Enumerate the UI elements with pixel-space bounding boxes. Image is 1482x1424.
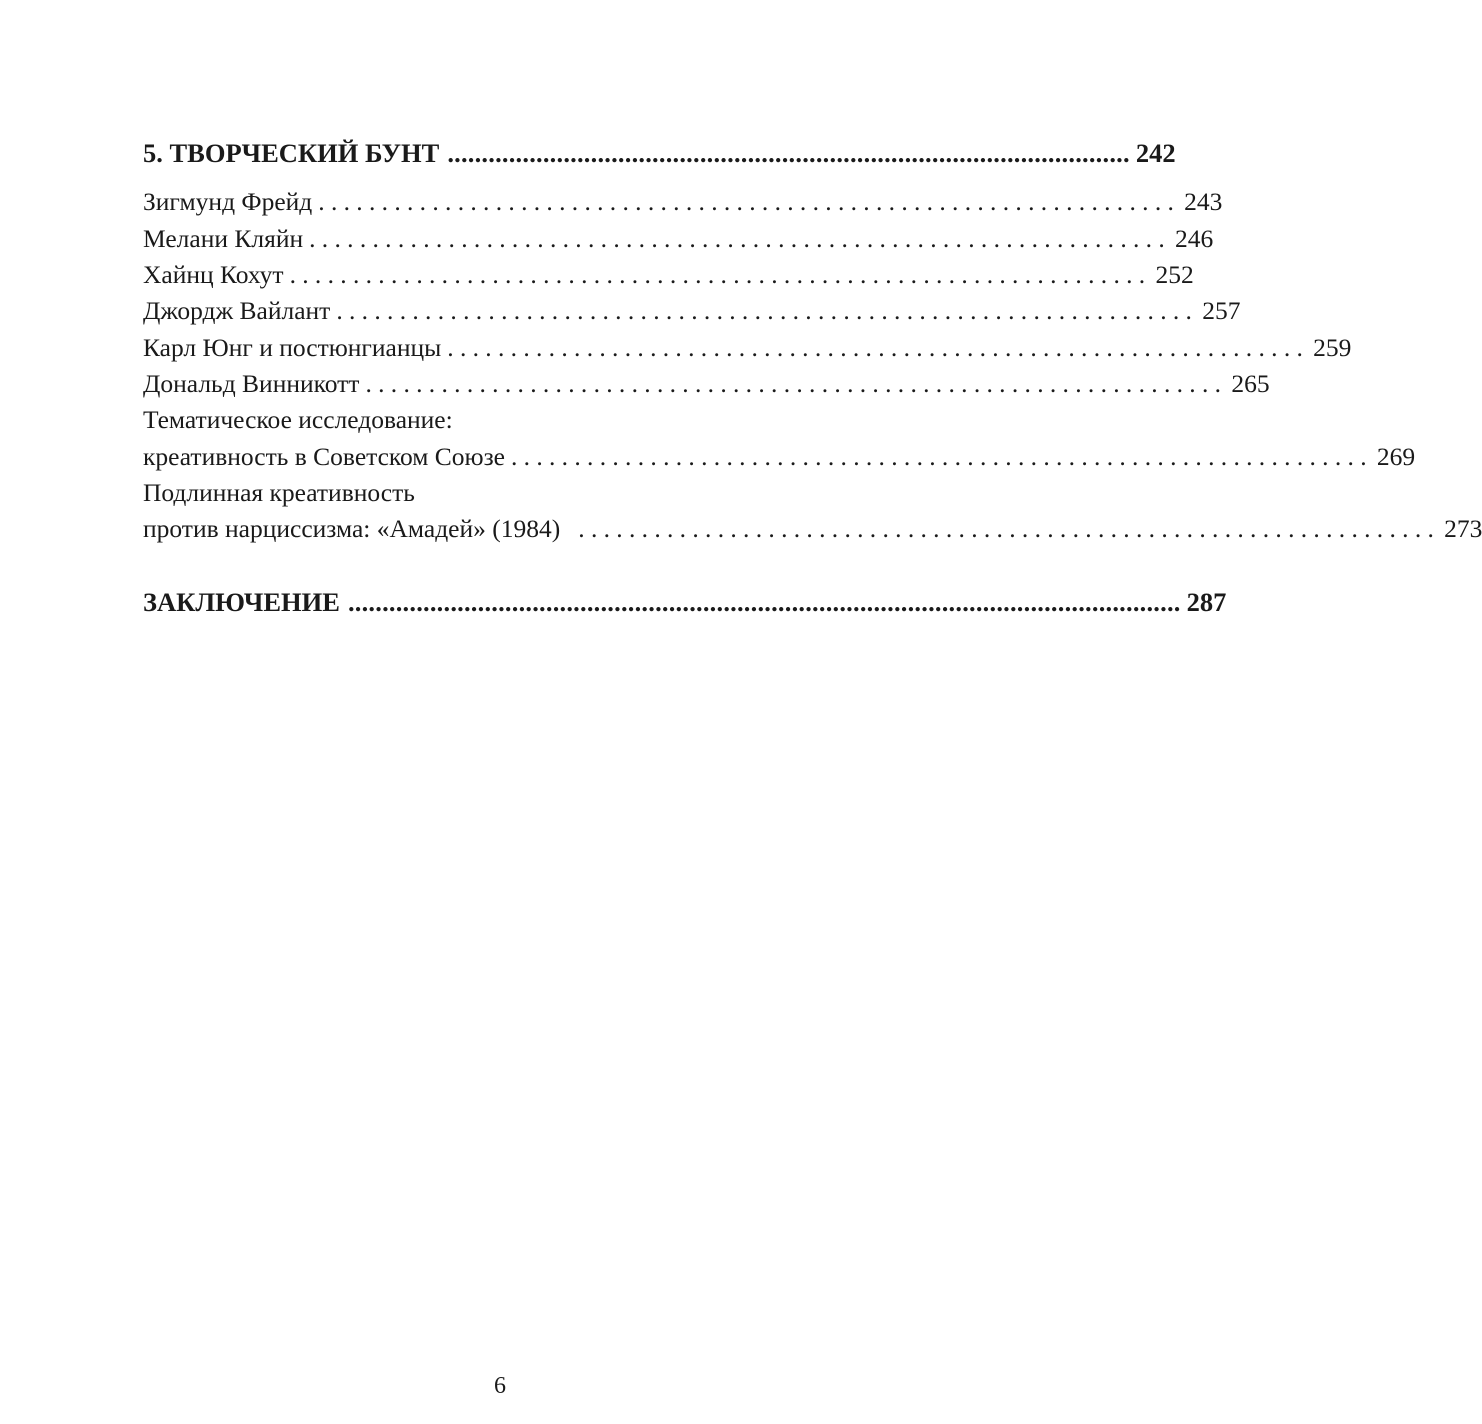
toc-entry[interactable] <box>143 369 1270 399</box>
dot-leader: .................................................................... <box>336 296 1199 325</box>
entry-title: Дональд Винникотт <box>143 369 360 398</box>
toc-entry[interactable] <box>143 442 1416 472</box>
entry-page: 243 <box>1184 187 1223 216</box>
toc-chapter-5[interactable] <box>143 138 1176 169</box>
dot-leader: .................................................................... <box>309 224 1172 253</box>
toc-entry[interactable] <box>143 333 1352 363</box>
entry-page: 265 <box>1231 369 1270 398</box>
entry-page: 257 <box>1202 296 1241 325</box>
entry-title: Джордж Вайлант <box>143 296 331 325</box>
toc-entry[interactable] <box>143 514 1482 544</box>
dot-leader: .................................................................................................... <box>447 138 1130 168</box>
toc-entry[interactable] <box>143 187 1223 217</box>
chapter-title: 5. ТВОРЧЕСКИЙ БУНТ <box>143 138 440 168</box>
entry-title: Зигмунд Фрейд <box>143 187 313 216</box>
entry-title: против нарциссизма: «Амадей» (1984) <box>143 514 561 543</box>
dot-leader: .................................................................... <box>578 514 1441 543</box>
entry-page: 259 <box>1313 333 1352 362</box>
chapter-page: 242 <box>1135 138 1176 168</box>
entry-title: Мелани Кляйн <box>143 224 304 253</box>
toc-entry[interactable] <box>143 224 1214 254</box>
dot-leader: .................................................................... <box>510 442 1373 471</box>
entry-page: 269 <box>1376 442 1416 471</box>
entry-page: 252 <box>1155 260 1194 289</box>
toc-entry[interactable] <box>143 296 1241 326</box>
toc-entry[interactable] <box>143 260 1194 290</box>
toc-entry-line1[interactable]: Тематическое исследование: <box>143 405 453 434</box>
toc-entry-line1[interactable]: Подлинная креативность <box>143 478 415 507</box>
conclusion-page: 287 <box>1186 587 1227 617</box>
conclusion-title: ЗАКЛЮЧЕНИЕ <box>143 587 340 617</box>
entry-title: креативность в Советском Союзе <box>143 442 505 471</box>
dot-leader: .................................................................... <box>447 333 1310 362</box>
entry-page: 273 <box>1444 514 1482 543</box>
dot-leader: .................................................................... <box>289 260 1152 289</box>
page-number: 6 <box>494 1373 506 1399</box>
dot-leader: .................................................................... <box>318 187 1181 216</box>
entry-title: Хайнц Кохут <box>143 260 284 289</box>
dot-leader: .......................................................................................................................... <box>347 587 1181 617</box>
toc-conclusion[interactable] <box>143 587 1227 618</box>
entry-title: Карл Юнг и постюнгианцы <box>143 333 442 362</box>
entry-page: 246 <box>1175 224 1214 253</box>
dot-leader: .................................................................... <box>365 369 1228 398</box>
